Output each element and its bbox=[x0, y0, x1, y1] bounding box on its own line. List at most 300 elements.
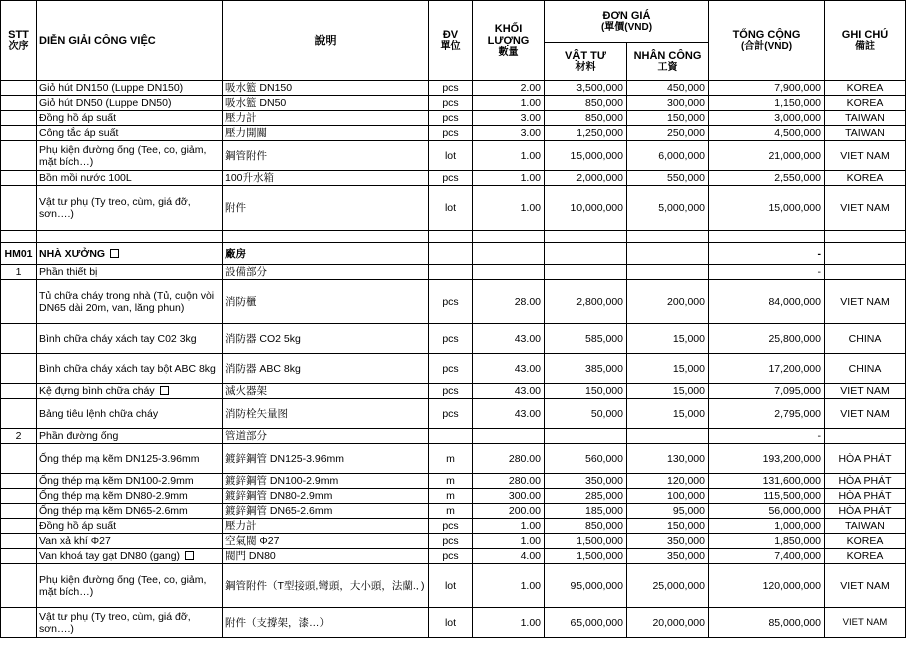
cell-material bbox=[545, 429, 627, 444]
cell-note bbox=[825, 96, 906, 111]
cell-quantity bbox=[473, 111, 545, 126]
cell-description-text: Vật tư phụ (Ty treo, cùm, giá đỡ, sơn….) bbox=[39, 196, 191, 220]
cell-labor-text: 350,000 bbox=[667, 535, 705, 547]
cell-stt bbox=[1, 608, 37, 638]
cell-stt bbox=[1, 504, 37, 519]
cell-labor-text: 20,000,000 bbox=[652, 616, 705, 629]
cell-total bbox=[709, 243, 825, 265]
cell-unit-text: pcs bbox=[442, 385, 459, 397]
cell-quantity-text: 1.00 bbox=[520, 616, 541, 629]
cell-note bbox=[825, 489, 906, 504]
cell-note-text: KOREA bbox=[846, 82, 884, 94]
cell-description-text: Giỏ hút DN50 (Luppe DN50) bbox=[39, 97, 172, 109]
cell-material bbox=[545, 444, 627, 474]
cell-description bbox=[37, 489, 223, 504]
table-row bbox=[1, 243, 906, 265]
cell-description bbox=[37, 519, 223, 534]
cell-note bbox=[825, 265, 906, 280]
cell-note bbox=[825, 354, 906, 384]
cell-labor bbox=[627, 186, 709, 231]
cell-total-text: 25,800,000 bbox=[768, 332, 821, 345]
cell-description bbox=[37, 126, 223, 141]
cell-description bbox=[37, 354, 223, 384]
cell-stt-text: 2 bbox=[15, 430, 22, 442]
cell-labor-text: 250,000 bbox=[667, 127, 705, 139]
cell-material bbox=[545, 96, 627, 111]
cell-note-text: KOREA bbox=[846, 97, 884, 109]
cell-labor-text: 100,000 bbox=[667, 490, 705, 502]
cell-description-text: Phần thiết bị bbox=[39, 266, 98, 278]
cell-description-text: Bồn mồi nước 100L bbox=[39, 172, 132, 184]
cell-unit-text: lot bbox=[444, 579, 457, 592]
cell-note bbox=[825, 171, 906, 186]
cell-material bbox=[545, 354, 627, 384]
cell-unit-text: m bbox=[446, 490, 455, 502]
cell-unit-text: m bbox=[446, 505, 455, 517]
cell-total bbox=[709, 265, 825, 280]
cell-labor-text: 150,000 bbox=[667, 112, 705, 124]
cell-note-text: KOREA bbox=[846, 172, 884, 184]
cell-quantity bbox=[473, 81, 545, 96]
cell-quantity-text: 280.00 bbox=[508, 475, 541, 487]
cell-note bbox=[825, 280, 906, 324]
cell-material bbox=[545, 243, 627, 265]
cell-total-text: 15,000,000 bbox=[768, 202, 821, 214]
cell-labor bbox=[627, 81, 709, 96]
cell-description bbox=[37, 324, 223, 354]
cell-material-text: 285,000 bbox=[585, 490, 623, 502]
cell-unit bbox=[429, 429, 473, 444]
cell-labor-text: 300,000 bbox=[667, 97, 705, 109]
cell-labor-text: 15,000 bbox=[672, 362, 705, 375]
cell-quantity-text: 43.00 bbox=[514, 407, 541, 420]
cell-stt bbox=[1, 96, 37, 111]
cell-material-text: 95,000,000 bbox=[570, 579, 623, 592]
cell-labor-text: 15,000 bbox=[672, 385, 705, 397]
cell-description-cn bbox=[223, 280, 429, 324]
cell-stt bbox=[1, 126, 37, 141]
cell-note bbox=[825, 608, 906, 638]
cell-unit-text: pcs bbox=[442, 550, 459, 562]
cell-total-text: - bbox=[817, 266, 821, 278]
cell-total-text: 115,500,000 bbox=[763, 490, 821, 502]
cell-unit bbox=[429, 111, 473, 126]
cell-stt bbox=[1, 489, 37, 504]
cell-unit-text: pcs bbox=[442, 362, 459, 375]
cell-stt bbox=[1, 186, 37, 231]
cell-material-text: 350,000 bbox=[585, 475, 623, 487]
cell-description-cn-text: 壓力計 bbox=[225, 112, 257, 124]
cell-stt bbox=[1, 384, 37, 399]
cell-labor bbox=[627, 534, 709, 549]
cell-material bbox=[545, 280, 627, 324]
cell-quantity bbox=[473, 354, 545, 384]
cell-note-text: HÒA PHÁT bbox=[838, 505, 892, 517]
cell-material bbox=[545, 141, 627, 171]
cell-unit bbox=[429, 474, 473, 489]
cell-note-text: VIET NAM bbox=[840, 149, 890, 162]
cell-material-text: 1,500,000 bbox=[576, 535, 623, 547]
checkbox-glyph-icon bbox=[110, 249, 119, 258]
header-total: TỔNG CỘNG (合計(VND) bbox=[709, 1, 825, 81]
cell-unit-text: lot bbox=[444, 149, 457, 162]
cell-labor-text: 350,000 bbox=[667, 550, 705, 562]
checkbox-glyph-icon bbox=[160, 386, 169, 395]
table-row bbox=[1, 81, 906, 96]
cell-stt bbox=[1, 280, 37, 324]
cell-total bbox=[709, 126, 825, 141]
cell-quantity-text: 43.00 bbox=[514, 362, 541, 375]
cell-unit bbox=[429, 265, 473, 280]
cell-quantity-text: 1.00 bbox=[520, 520, 541, 532]
cell-stt-text: HM01 bbox=[4, 247, 33, 260]
cell-quantity bbox=[473, 534, 545, 549]
cell-material bbox=[545, 126, 627, 141]
cell-material-text: 185,000 bbox=[585, 505, 623, 517]
cell-labor-text: 95,000 bbox=[672, 505, 705, 517]
cell-note bbox=[825, 141, 906, 171]
cell-material bbox=[545, 111, 627, 126]
cell-unit-text: lot bbox=[444, 202, 457, 214]
cell-description bbox=[37, 231, 223, 243]
cell-material bbox=[545, 265, 627, 280]
table-row bbox=[1, 96, 906, 111]
cell-quantity-text: 1.00 bbox=[520, 97, 541, 109]
cell-note bbox=[825, 231, 906, 243]
cell-unit bbox=[429, 126, 473, 141]
cell-note bbox=[825, 324, 906, 354]
cell-description bbox=[37, 549, 223, 564]
cell-note-text: VIET NAM bbox=[840, 407, 890, 420]
cell-note-text: TAIWAN bbox=[845, 112, 885, 124]
cell-description-cn-text: 滅火器架 bbox=[225, 385, 267, 397]
cell-description-text: Kệ đựng bình chữa cháy bbox=[39, 385, 155, 397]
cell-quantity-text: 43.00 bbox=[514, 332, 541, 345]
cell-material-text: 560,000 bbox=[585, 452, 623, 465]
cell-note bbox=[825, 444, 906, 474]
cell-description-cn-text: 消防栓矢量图 bbox=[225, 407, 288, 420]
cell-stt bbox=[1, 265, 37, 280]
cell-stt bbox=[1, 564, 37, 608]
cell-quantity-text: 1.00 bbox=[520, 202, 541, 214]
header-material: VẬT TƯ 材料 bbox=[545, 43, 627, 81]
cell-material-text: 2,800,000 bbox=[576, 295, 623, 308]
header-unit-price: ĐƠN GIÁ (單價(VND) bbox=[545, 1, 709, 43]
cell-description bbox=[37, 504, 223, 519]
cell-note-text: CHINA bbox=[848, 332, 882, 345]
header-labor: NHÂN CÔNG 工資 bbox=[627, 43, 709, 81]
cell-note bbox=[825, 126, 906, 141]
cell-description-cn bbox=[223, 231, 429, 243]
cell-labor bbox=[627, 608, 709, 638]
cell-labor bbox=[627, 564, 709, 608]
cell-description-cn bbox=[223, 186, 429, 231]
cell-total-text: 1,850,000 bbox=[774, 535, 821, 547]
cell-total bbox=[709, 489, 825, 504]
cell-note bbox=[825, 243, 906, 265]
cell-description bbox=[37, 243, 223, 265]
cell-description-text: Phụ kiện đường ống (Tee, co, giảm, mặt bích…) bbox=[39, 143, 207, 168]
cell-total bbox=[709, 81, 825, 96]
cell-description bbox=[37, 444, 223, 474]
cell-labor bbox=[627, 474, 709, 489]
cell-labor bbox=[627, 265, 709, 280]
cell-total bbox=[709, 429, 825, 444]
cell-quantity-text: 1.00 bbox=[520, 172, 541, 184]
table-row bbox=[1, 141, 906, 171]
cell-description-cn bbox=[223, 111, 429, 126]
cell-labor-text: 15,000 bbox=[672, 407, 705, 420]
cell-description-text: Van khoá tay gạt DN80 (gang) bbox=[39, 550, 181, 562]
table-row bbox=[1, 564, 906, 608]
cell-description-cn bbox=[223, 444, 429, 474]
cell-material bbox=[545, 564, 627, 608]
cell-unit bbox=[429, 549, 473, 564]
cell-total bbox=[709, 141, 825, 171]
cell-stt bbox=[1, 324, 37, 354]
cell-description-cn-text: 鋼管附件 bbox=[225, 149, 267, 162]
cell-stt bbox=[1, 243, 37, 265]
cell-labor bbox=[627, 141, 709, 171]
cell-total bbox=[709, 96, 825, 111]
cell-stt bbox=[1, 141, 37, 171]
cell-description-cn bbox=[223, 96, 429, 111]
table-row bbox=[1, 111, 906, 126]
cell-labor bbox=[627, 324, 709, 354]
table-row bbox=[1, 549, 906, 564]
cell-quantity-text: 1.00 bbox=[520, 579, 541, 592]
cell-description bbox=[37, 186, 223, 231]
cell-description-text: Bảng tiêu lệnh chữa cháy bbox=[39, 407, 159, 420]
cell-material-text: 1,250,000 bbox=[576, 127, 623, 139]
cell-note-text: CHINA bbox=[848, 362, 882, 375]
checkbox-glyph-icon bbox=[185, 551, 194, 560]
cell-description-cn bbox=[223, 265, 429, 280]
cell-description-text: Đồng hồ áp suất bbox=[39, 520, 117, 532]
cell-total bbox=[709, 444, 825, 474]
cell-labor-text: 5,000,000 bbox=[658, 202, 705, 214]
cell-labor bbox=[627, 489, 709, 504]
cell-description bbox=[37, 564, 223, 608]
cell-material-text: 15,000,000 bbox=[570, 149, 623, 162]
cell-total bbox=[709, 534, 825, 549]
cell-note bbox=[825, 549, 906, 564]
cell-description-cn-text: 管道部分 bbox=[225, 430, 267, 442]
cell-description-text: Vật tư phụ (Ty treo, cùm, giá đỡ, sơn….) bbox=[39, 610, 191, 635]
cell-material bbox=[545, 608, 627, 638]
cell-material bbox=[545, 489, 627, 504]
header-quantity: KHỐI LƯỢNG 數量 bbox=[473, 1, 545, 81]
cell-material-text: 850,000 bbox=[585, 520, 623, 532]
cell-unit-text: pcs bbox=[442, 295, 459, 308]
cell-description-cn bbox=[223, 81, 429, 96]
cell-material-text: 65,000,000 bbox=[570, 616, 623, 629]
table-row bbox=[1, 324, 906, 354]
cell-description-text: Ống thép mạ kẽm DN125-3.96mm bbox=[39, 452, 200, 465]
cell-labor-text: 25,000,000 bbox=[652, 579, 705, 592]
cell-unit bbox=[429, 354, 473, 384]
cell-material bbox=[545, 384, 627, 399]
cell-description-cn bbox=[223, 429, 429, 444]
cell-labor bbox=[627, 384, 709, 399]
cell-quantity-text: 300.00 bbox=[508, 490, 541, 502]
cell-total-text: 56,000,000 bbox=[768, 505, 821, 517]
cell-material bbox=[545, 399, 627, 429]
cell-total bbox=[709, 519, 825, 534]
cell-description bbox=[37, 384, 223, 399]
cell-total-text: 193,200,000 bbox=[762, 452, 821, 465]
cell-stt bbox=[1, 474, 37, 489]
cell-total-text: 84,000,000 bbox=[768, 295, 821, 308]
cell-quantity-text: 200.00 bbox=[508, 505, 541, 517]
cell-total bbox=[709, 324, 825, 354]
cell-quantity bbox=[473, 474, 545, 489]
cell-description-cn-text: 鍍鋅鋼管 DN65-2.6mm bbox=[225, 505, 333, 517]
cell-note bbox=[825, 474, 906, 489]
cell-description-cn bbox=[223, 141, 429, 171]
cell-unit bbox=[429, 444, 473, 474]
cell-total-text: 7,095,000 bbox=[774, 385, 821, 397]
cell-quantity-text: 280.00 bbox=[508, 452, 541, 465]
table-row bbox=[1, 231, 906, 243]
cell-material-text: 850,000 bbox=[585, 112, 623, 124]
cell-stt bbox=[1, 171, 37, 186]
cell-total-text: 131,600,000 bbox=[762, 475, 821, 487]
cell-description-text: NHÀ XƯỞNG bbox=[39, 247, 106, 260]
cell-total bbox=[709, 564, 825, 608]
table-row bbox=[1, 474, 906, 489]
cell-labor bbox=[627, 504, 709, 519]
cell-labor-text: 15,000 bbox=[672, 332, 705, 345]
cell-description-text: Ống thép mạ kẽm DN100-2.9mm bbox=[39, 475, 194, 487]
cell-total-text: 1,000,000 bbox=[774, 520, 821, 532]
cell-note-text: KOREA bbox=[846, 535, 884, 547]
cell-quantity bbox=[473, 243, 545, 265]
cell-description-cn bbox=[223, 243, 429, 265]
header-description: DIỄN GIẢI CÔNG VIỆC bbox=[37, 1, 223, 81]
cell-note-text: VIET NAM bbox=[840, 385, 890, 397]
cell-unit-text: pcs bbox=[442, 172, 459, 184]
table-row bbox=[1, 171, 906, 186]
cell-note-text: TAIWAN bbox=[845, 520, 885, 532]
cell-description-cn bbox=[223, 608, 429, 638]
cell-labor bbox=[627, 280, 709, 324]
cell-description-cn-text: 壓力計 bbox=[225, 520, 257, 532]
cell-unit-text: pcs bbox=[442, 82, 459, 94]
cell-material-text: 3,500,000 bbox=[576, 82, 623, 94]
cell-labor bbox=[627, 243, 709, 265]
cell-description-text: Tủ chữa cháy trong nhà (Tủ, cuộn vòi DN65 dài 20m, van, lăng phun) bbox=[39, 289, 215, 314]
cell-quantity bbox=[473, 265, 545, 280]
cell-quantity bbox=[473, 608, 545, 638]
cell-description-cn bbox=[223, 126, 429, 141]
cell-description-text: Bình chữa cháy xách tay C02 3kg bbox=[39, 332, 197, 345]
cell-quantity bbox=[473, 519, 545, 534]
cell-quantity-text: 1.00 bbox=[520, 535, 541, 547]
cell-labor-text: 450,000 bbox=[667, 82, 705, 94]
cell-total bbox=[709, 231, 825, 243]
cell-description bbox=[37, 399, 223, 429]
cell-quantity bbox=[473, 399, 545, 429]
cell-unit-text: pcs bbox=[442, 332, 459, 345]
cell-total-text: 7,400,000 bbox=[774, 550, 821, 562]
cell-description bbox=[37, 429, 223, 444]
header-description-cn: 說明 bbox=[223, 1, 429, 81]
cell-note-text: KOREA bbox=[846, 550, 884, 562]
cell-total bbox=[709, 186, 825, 231]
cell-total-text: 4,500,000 bbox=[774, 127, 821, 139]
cell-description bbox=[37, 280, 223, 324]
cell-unit-text: pcs bbox=[442, 112, 459, 124]
cell-quantity bbox=[473, 504, 545, 519]
cell-total bbox=[709, 504, 825, 519]
cell-description-cn bbox=[223, 549, 429, 564]
cell-description-cn-text: 消防櫃 bbox=[225, 295, 257, 308]
cell-labor-text: 150,000 bbox=[667, 520, 705, 532]
cell-description-text: Bình chữa cháy xách tay bột ABC 8kg bbox=[39, 362, 216, 375]
cell-description bbox=[37, 96, 223, 111]
cell-unit bbox=[429, 81, 473, 96]
cell-unit bbox=[429, 564, 473, 608]
cell-stt bbox=[1, 429, 37, 444]
cell-description-cn-text: 附件（支撐架，漆…） bbox=[225, 616, 330, 629]
cell-note bbox=[825, 504, 906, 519]
cell-quantity bbox=[473, 280, 545, 324]
cell-description-text: Ống thép mạ kẽm DN65-2.6mm bbox=[39, 505, 188, 517]
cell-total bbox=[709, 171, 825, 186]
cell-material-text: 385,000 bbox=[585, 362, 623, 375]
table-row bbox=[1, 504, 906, 519]
table-row bbox=[1, 354, 906, 384]
cell-unit bbox=[429, 384, 473, 399]
cell-description-cn bbox=[223, 534, 429, 549]
cell-labor bbox=[627, 171, 709, 186]
cell-description-cn-text: 消防器 ABC 8kg bbox=[225, 362, 301, 375]
cell-total bbox=[709, 474, 825, 489]
cell-note-text: TAIWAN bbox=[845, 127, 885, 139]
cell-quantity bbox=[473, 324, 545, 354]
cell-total-text: - bbox=[817, 430, 821, 442]
header-unit: ĐV 單位 bbox=[429, 1, 473, 81]
cell-description-cn-text: 鍍鋅鋼管 DN80-2.9mm bbox=[225, 490, 333, 502]
cell-note bbox=[825, 534, 906, 549]
cell-note-text: HÒA PHÁT bbox=[838, 452, 892, 465]
cell-description bbox=[37, 265, 223, 280]
cell-quantity-text: 28.00 bbox=[514, 295, 541, 308]
cell-total-text: 21,000,000 bbox=[768, 149, 821, 162]
table-row bbox=[1, 534, 906, 549]
cell-unit-text: m bbox=[446, 475, 455, 487]
table-row bbox=[1, 384, 906, 399]
cell-description-cn-text: 鋼管附件（T型接頭,彎頭，大小頭，法蘭.．) bbox=[225, 579, 425, 592]
cell-quantity bbox=[473, 429, 545, 444]
cell-quantity bbox=[473, 141, 545, 171]
cell-quantity-text: 3.00 bbox=[520, 112, 541, 124]
cell-labor-text: 6,000,000 bbox=[658, 149, 705, 162]
cell-total bbox=[709, 399, 825, 429]
table-row bbox=[1, 280, 906, 324]
cell-unit-text: lot bbox=[444, 616, 457, 629]
cell-unit bbox=[429, 489, 473, 504]
cell-material bbox=[545, 186, 627, 231]
cell-description-cn bbox=[223, 474, 429, 489]
cell-unit bbox=[429, 608, 473, 638]
cell-material-text: 10,000,000 bbox=[570, 202, 623, 214]
cell-labor bbox=[627, 96, 709, 111]
cell-quantity-text: 43.00 bbox=[514, 385, 541, 397]
cell-description bbox=[37, 171, 223, 186]
cell-unit-text: pcs bbox=[442, 407, 459, 420]
